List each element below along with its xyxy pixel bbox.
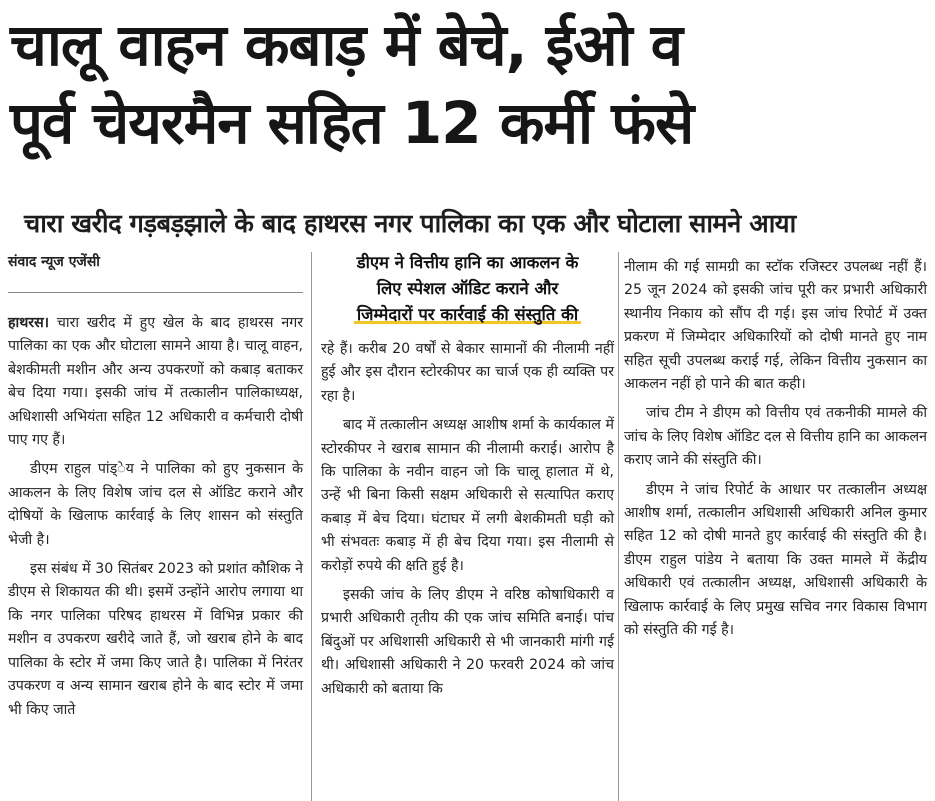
pull-quote-line-3 [321,302,614,328]
article-column-1 [8,312,303,801]
pull-quote-line-2: लिए स्पेशल ऑडिट कराने और [376,279,559,298]
paragraph: डीएम राहुल पांड्ेय ने पालिका को हुए नुकसान के आकलन के लिए विशेष जांच दल से ऑडिट कराने और दोषियों के खिलाफ कार्रवाई के लिए शासन को संस्तुति भेजी है। [8,461,303,548]
paragraph: रहे हैं। करीब 20 वर्षों से बेकार सामानों की नीलामी नहीं हुई और इस दौरान स्टोरकीपर का चार्ज एक ही व्यक्ति पर रहा है। [321,341,614,404]
column-divider-2 [618,252,619,801]
paragraph [8,312,303,452]
paragraph: बाद में तत्कालीन अध्यक्ष आशीष शर्मा के कार्यकाल में स्टोरकीपर ने खराब सामान की नीलामी कराई। आरोप है कि पालिका के नवीन वाहन जो कि चालू हालात में थे, उन्हें भी बिना किसी सक्षम अधिकारी से सत्यापित कराए कबाड़ में बेच दिया। घंटाघर में लगी बेशकीमती घड़ी को भी संभवतः कबाड़ में ही बेच दिया गया। इस नीलामी से करोड़ों रुपये की क्षति हुई है। [321,417,614,574]
paragraph: इसकी जांच के लिए डीएम ने वरिष्ठ कोषाधिकारी व प्रभारी अधिकारी तृतीय की एक जांच समिति बनाई। पांच बिंदुओं पर अधिशासी अधिकारी से भी जानकारी मांगी गई थी। अधिशासी अधिकारी ने 20 फरवरी 2024 को जांच अधिकारी को बताया कि [321,587,614,697]
article-column-3 [624,256,927,801]
headline-line-2: पूर्व चेयरमैन सहित 12 कर्मी फंसे [10,89,694,157]
column-divider-1 [311,252,312,801]
pull-quote-line-1: डीएम ने वित्तीय हानि का आकलन के [356,253,579,272]
byline-divider [8,292,303,293]
subheadline: चारा खरीद गड़बड़झाले के बाद हाथरस नगर पालिका का एक और घोटाला सामने आया [24,209,796,239]
paragraph: नीलाम की गई सामग्री का स्टॉक रजिस्टर उपलब्ध नहीं हैं। 25 जून 2024 को इसकी जांच पूरी कर प्रभारी अधिकारी स्थानीय निकाय को सौंप दी गई। इस जांच रिपोर्ट में उक्त प्रकरण में जिम्मेदार अधिकारियों को दोषी मानते हुए नाम सहित सूची उपलब्ध कराई गई, लेकिन वित्तीय नुकसान का आकलन नहीं हो पाने की बात कही। [624,259,927,393]
paragraph: जांच टीम ने डीएम को वित्तीय एवं तकनीकी मामले की जांच के लिए विशेष ऑडिट दल से वित्तीय हानि का आकलन कराए जाने की संस्तुति की। [624,405,927,469]
headline-line-1: चालू वाहन कबाड़ में बेचे, ईओ व [10,11,683,79]
headline [10,6,925,162]
paragraph: डीएम ने जांच रिपोर्ट के आधार पर तत्कालीन अध्यक्ष आशीष शर्मा, तत्कालीन अधिशासी अधिकारी अनिल कुमार सहित 12 को दोषी मानते हुए कार्रवाई की संस्तुति की है। डीएम राहुल पांडेय ने बताया कि उक्त मामले में केंद्रीय अधिकारी एवं तत्कालीन अध्यक्ष, अधिशासी अधिकारी के खिलाफ कार्रवाई के लिए प्रमुख सचिव नगर विकास विभाग को संस्तुति की गई है। [624,481,927,639]
byline: संवाद न्यूज एजेंसी [8,254,100,270]
pull-quote-highlight: जिम्मेदारों पर कार्रवाई की संस्तुति की [354,305,581,324]
paragraph: इस संबंध में 30 सितंबर 2023 को प्रशांत कौशिक ने डीएम से शिकायत की थी। इसमें उन्होंने आरोप लगाया था कि नगर पालिका परिषद हाथरस में विभिन्न प्रकार की मशीन व उपकरण खरीदे जाते हैं, जो खराब होने के बाद पालिका के स्टोर में जमा किए जाते है। पालिका में निरंतर उपकरण व अन्य सामान खराब होने के बाद स्टोर में जमा भी किए जाते [8,561,303,718]
paragraph-text: चारा खरीद में हुए खेल के बाद हाथरस नगर पालिका का एक और घोटाला सामने आया है। चालू वाहन, बेशकीमती मशीन और अन्य उपकरणों को कबाड़ बताकर बेच दिया गया। इसकी जांच में तत्कालीन पालिकाध्यक्ष, अधिशासी अभियंता सहित 12 अधिकारी व कर्मचारी दोषी पाए गए हैं। [8,315,303,449]
pull-quote [321,250,614,328]
dateline-place: हाथरस। [8,315,50,331]
article-column-2 [321,250,614,801]
